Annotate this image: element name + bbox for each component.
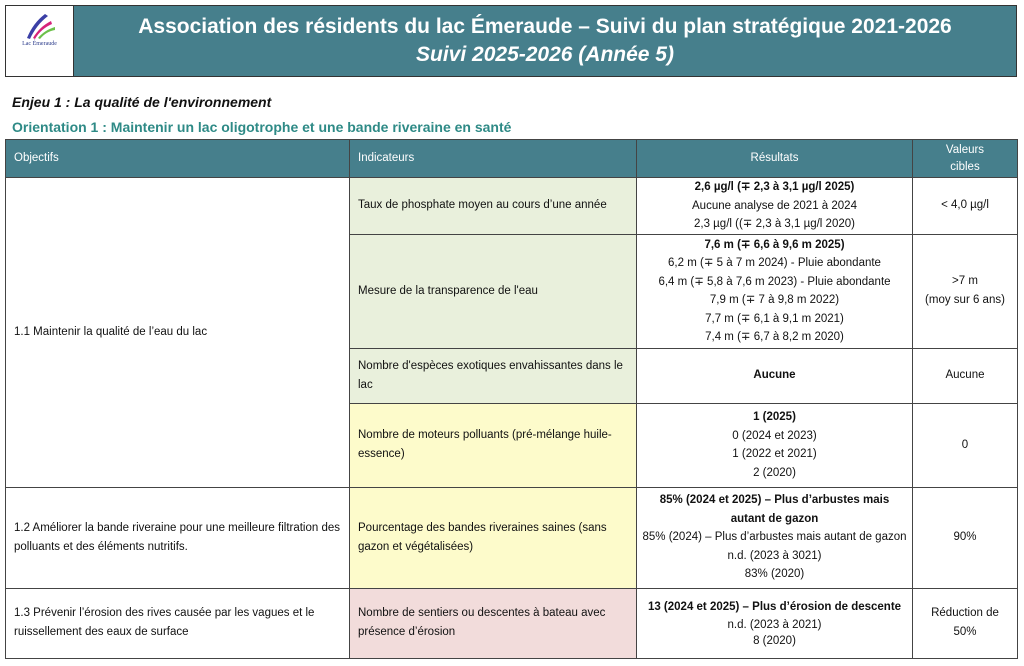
table-header-row	[6, 140, 1018, 178]
results-moteurs-polluants	[637, 403, 913, 487]
result-line: 7,6 m (∓ 6,6 à 9,6 m 2025)	[704, 238, 845, 251]
results-especes-exotiques	[637, 348, 913, 403]
indicator-transparence: Mesure de la transparence de l'eau	[350, 234, 637, 348]
result-line: 2 (2020)	[753, 466, 796, 479]
page-subtitle: Suivi 2025-2026 (Année 5)	[416, 43, 674, 66]
result-line: 13 (2024 et 2025) – Plus d’érosion de descente	[647, 601, 902, 613]
indicator-moteurs-polluants: Nombre de moteurs polluants (pré-mélange huile-essence)	[350, 403, 637, 487]
column-header-valeurs-cibles	[913, 140, 1018, 178]
column-header-objectifs: Objectifs	[6, 140, 350, 178]
orientation-heading: Orientation 1 : Maintenir un lac oligotrophe et une bande riveraine en santé	[12, 119, 512, 135]
indicator-especes-exotiques: Nombre d'espèces exotiques envahissantes dans le lac	[350, 348, 637, 403]
target-sentiers-erosion	[913, 588, 1018, 658]
table-row	[6, 178, 1018, 235]
page-header	[5, 5, 1017, 77]
logo-text: Lac Émeraude	[22, 41, 57, 47]
objective-1-1: 1.1 Maintenir la qualité de l’eau du lac	[6, 178, 350, 488]
result-line: n.d. (2023 à 2021)	[727, 619, 822, 631]
column-header-resultats: Résultats	[637, 140, 913, 178]
valeurs-cibles-label: Valeurs cibles	[945, 143, 985, 173]
result-line: 6,2 m (∓ 5 à 7 m 2024) - Pluie abondante	[668, 257, 881, 269]
result-line: 83% (2020)	[744, 568, 805, 581]
results-sentiers-erosion	[637, 588, 913, 658]
results-bandes-riveraines	[637, 487, 913, 588]
result-line: 1 (2025)	[753, 411, 796, 423]
result-line: 7,9 m (∓ 7 à 9,8 m 2022)	[709, 294, 840, 306]
target-text: Réduction de 50%	[931, 607, 999, 638]
result-line: n.d. (2023 à 3021)	[727, 549, 822, 562]
column-header-indicateurs: Indicateurs	[350, 140, 637, 178]
target-moteurs-polluants: 0	[913, 403, 1018, 487]
enjeu-heading: Enjeu 1 : La qualité de l'environnement	[12, 94, 272, 110]
target-transparence	[913, 234, 1018, 348]
target-phosphate: < 4,0 µg/l	[913, 178, 1018, 235]
result-line: 7,4 m (∓ 6,7 à 8,2 m 2020)	[705, 331, 844, 343]
result-line: 7,7 m (∓ 6,1 à 9,1 m 2021)	[705, 312, 844, 325]
indicator-bandes-riveraines: Pourcentage des bandes riveraines saines (sans gazon et végétalisées)	[350, 487, 637, 588]
result-line: 85% (2024 et 2025) – Plus d’arbustes mais autant de gazon	[659, 494, 890, 525]
table-row	[6, 487, 1018, 588]
result-line: 85% (2024) – Plus d’arbustes mais autant de gazon	[642, 531, 907, 544]
target-bandes-riveraines: 90%	[913, 487, 1018, 588]
result-line: Aucune	[753, 369, 796, 382]
logo	[6, 6, 74, 76]
table-row	[6, 588, 1018, 658]
objective-1-3: 1.3 Prévenir l’érosion des rives causée par les vagues et le ruissellement des eaux de surface	[6, 588, 350, 658]
lac-emeraude-logo-icon	[23, 12, 57, 40]
indicator-phosphate: Taux de phosphate moyen au cours d’une année	[350, 178, 637, 235]
page-title: Association des résidents du lac Émeraude – Suivi du plan stratégique 2021-2026	[138, 15, 952, 38]
result-line: 2,3 µg/l ((∓ 2,3 à 3,1 µg/l 2020)	[694, 218, 855, 230]
objective-1-2: 1.2 Améliorer la bande riveraine pour une meilleure filtration des polluants et des éléments nutritifs.	[6, 487, 350, 588]
strategic-plan-table	[5, 139, 1018, 659]
target-line: (moy sur 6 ans)	[925, 294, 1005, 306]
result-line: 2,6 µg/l (∓ 2,3 à 3,1 µg/l 2025)	[694, 181, 855, 193]
result-line: 6,4 m (∓ 5,8 à 7,6 m 2023) - Pluie abondante	[658, 275, 891, 288]
result-line: Aucune analyse de 2021 à 2024	[692, 199, 857, 212]
results-transparence	[637, 234, 913, 348]
results-phosphate	[637, 178, 913, 235]
result-line: 1 (2022 et 2021)	[732, 448, 817, 460]
result-line: 0 (2024 et 2023)	[732, 429, 817, 442]
indicator-sentiers-erosion: Nombre de sentiers ou descentes à bateau avec présence d’érosion	[350, 588, 637, 658]
target-especes-exotiques: Aucune	[913, 348, 1018, 403]
target-line: >7 m	[952, 275, 978, 287]
title-banner	[74, 6, 1016, 76]
result-line: 8 (2020)	[753, 635, 796, 647]
